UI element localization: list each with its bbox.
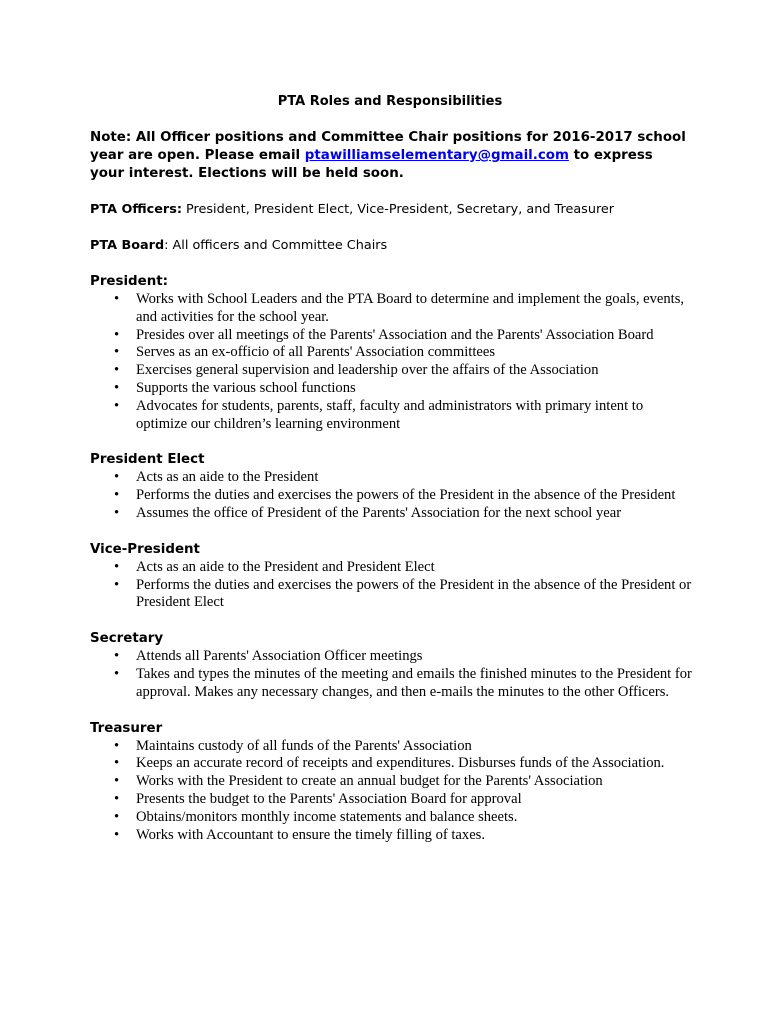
list-item: • Keeps an accurate record of receipts and expenditures. Disburses funds of the Association. [90, 755, 696, 773]
list-item: • Maintains custody of all funds of the Parents' Association [90, 738, 696, 756]
list-item: • Performs the duties and exercises the powers of the President in the absence of the President or President Elect [90, 577, 696, 613]
list-item: • Works with School Leaders and the PTA Board to determine and implement the goals, events, and activities for the school year. [90, 291, 696, 327]
list-item: • Presents the budget to the Parents' Association Board for approval [90, 791, 696, 809]
list-item: • Attends all Parents' Association Officer meetings [90, 648, 696, 666]
section-title: President: [90, 274, 169, 289]
list-item: • Exercises general supervision and leadership over the affairs of the Association [90, 362, 696, 380]
section-vice-president [90, 541, 690, 612]
section-title: Vice-President [90, 541, 200, 557]
note-text-after: to express your interest. Elections will be held soon. [90, 148, 653, 181]
board-text: : All officers and Committee Chairs [164, 238, 388, 253]
email-link[interactable]: ptawilliamselementary@gmail.com [304, 148, 569, 163]
note-text-before: Note: All Officer positions and Committee Chair positions for 2016-2017 school year are open. Please email [90, 130, 686, 163]
bullet-list [90, 648, 690, 701]
page-title: PTA Roles and Responsibilities [277, 94, 503, 109]
officers-line [90, 201, 690, 219]
officers-text: President, President Elect, Vice-President, Secretary, and Treasurer [181, 202, 615, 217]
list-item: • Obtains/monitors monthly income statements and balance sheets. [90, 809, 696, 827]
section-title: President Elect [90, 452, 205, 468]
list-item: • Assumes the office of President of the Parents' Association for the next school year [90, 505, 696, 523]
section-president-elect [90, 451, 690, 522]
section-treasurer [90, 720, 690, 845]
bullet-list [90, 559, 690, 612]
section-title: Treasurer [90, 720, 163, 736]
section-president [90, 273, 690, 433]
section-secretary [90, 630, 690, 701]
officers-label: PTA Officers: [90, 202, 182, 217]
list-item: • Works with Accountant to ensure the timely filling of taxes. [90, 827, 696, 845]
list-item: • Takes and types the minutes of the meeting and emails the finished minutes to the President for approval. Makes any necessary changes, and then e-mails the minutes to the other Officers. [90, 666, 696, 702]
list-item: • Performs the duties and exercises the powers of the President in the absence of the President [90, 487, 696, 505]
list-item: • Serves as an ex-officio of all Parents' Association committees [90, 344, 696, 362]
list-item: • Supports the various school functions [90, 380, 696, 398]
list-item: • Works with the President to create an annual budget for the Parents' Association [90, 773, 696, 791]
list-item: • Acts as an aide to the President [90, 469, 696, 487]
board-label: PTA Board [90, 238, 165, 253]
bullet-list [90, 291, 690, 433]
section-title: Secretary [90, 631, 164, 647]
list-item: • Acts as an aide to the President and President Elect [90, 559, 696, 577]
board-line [90, 237, 690, 255]
bullet-list [90, 738, 690, 845]
list-item: • Presides over all meetings of the Parents' Association and the Parents' Association Board [90, 327, 696, 345]
note-paragraph [90, 129, 690, 183]
list-item: • Advocates for students, parents, staff, faculty and administrators with primary intent to optimize our children’s learning environment [90, 398, 696, 434]
bullet-list [90, 469, 690, 522]
document-page [90, 93, 690, 844]
